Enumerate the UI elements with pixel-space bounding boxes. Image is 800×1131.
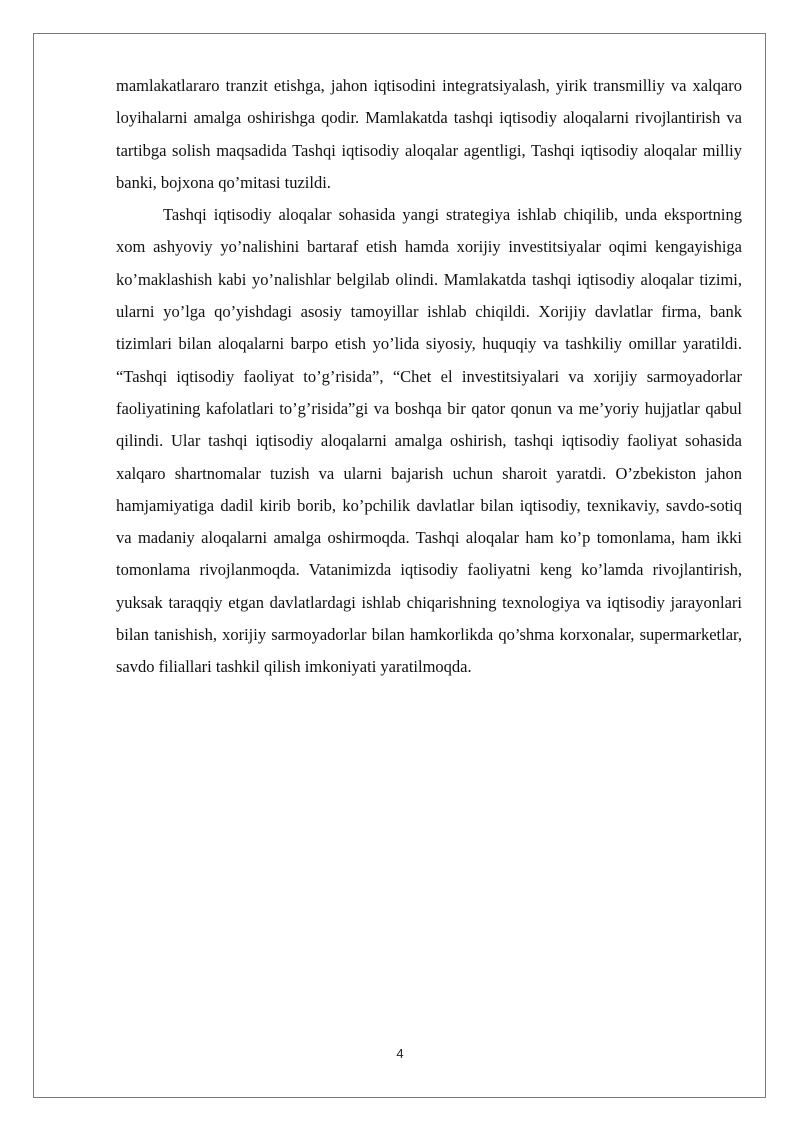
paragraph-continuation: mamlakatlararo tranzit etishga, jahon iqtisodini integratsiyalash, yirik transmilliy va xalqaro loyihalarni amalga oshirishga qodir. Mamlakatda tashqi iqtisodiy aloqalarni rivojlantirish va tartibga solish maqsadida Tashqi iqtisodiy aloqalar agentligi, Tashqi iqtisodiy aloqalar milliy banki, bojxona qo’mitasi tuzildi.: [116, 76, 742, 192]
paragraph-foreign-economic-relations: Tashqi iqtisodiy aloqalar sohasida yangi strategiya ishlab chiqilib, unda eksportning xom ashyoviy yo’nalishini bartaraf etish hamda xorijiy investitsiyalar oqimi kengayishiga ko’maklashish kabi yo’nalishlar belgilab olindi. Mamlakatda tashqi iqtisodiy aloqalar tizimi, ularni yo’lga qo’yishdagi asosiy tamoyillar ishlab chiqildi. Xorijiy davlatlar firma, bank tizimlari bilan aloqalarni barpo etish yo’lida siyosiy, huquqiy va tashkiliy omillar yaratildi. “Tashqi iqtisodiy faoliyat to’g’risida”, “Chet el investitsiyalari va xorijiy sarmoyadorlar faoliyatining kafolatlari to’g’risida”gi va boshqa bir qator qonun va me’yoriy hujjatlar qabul qilindi. Ular tashqi iqtisodiy aloqalarni amalga oshirish, tashqi iqtisodiy faoliyat sohasida xalqaro shartnomalar tuzish va ularni bajarish uchun sharoit yaratdi. O’zbekiston jahon hamjamiyatiga dadil kirib borib, ko’pchilik davlatlar bilan iqtisodiy, texnikaviy, savdo-sotiq va madaniy aloqalarni amalga oshirmoqda. Tashqi aloqalar ham ko’p tomonlama, ham ikki tomonlama rivojlanmoqda. Vatanimizda iqtisodiy faoliyatni keng ko’lamda rivojlantirish, yuksak taraqqiy etgan davlatlardagi ishlab chiqarishning texnologiya va iqtisodiy jarayonlari bilan tanishish, xorijiy sarmoyadorlar bilan hamkorlikda qo’shma korxonalar, supermarketlar, savdo filiallari tashkil qilish imkoniyati yaratilmoqda.: [116, 205, 742, 677]
document-body: [116, 70, 742, 684]
page-number: 4: [396, 1046, 404, 1061]
